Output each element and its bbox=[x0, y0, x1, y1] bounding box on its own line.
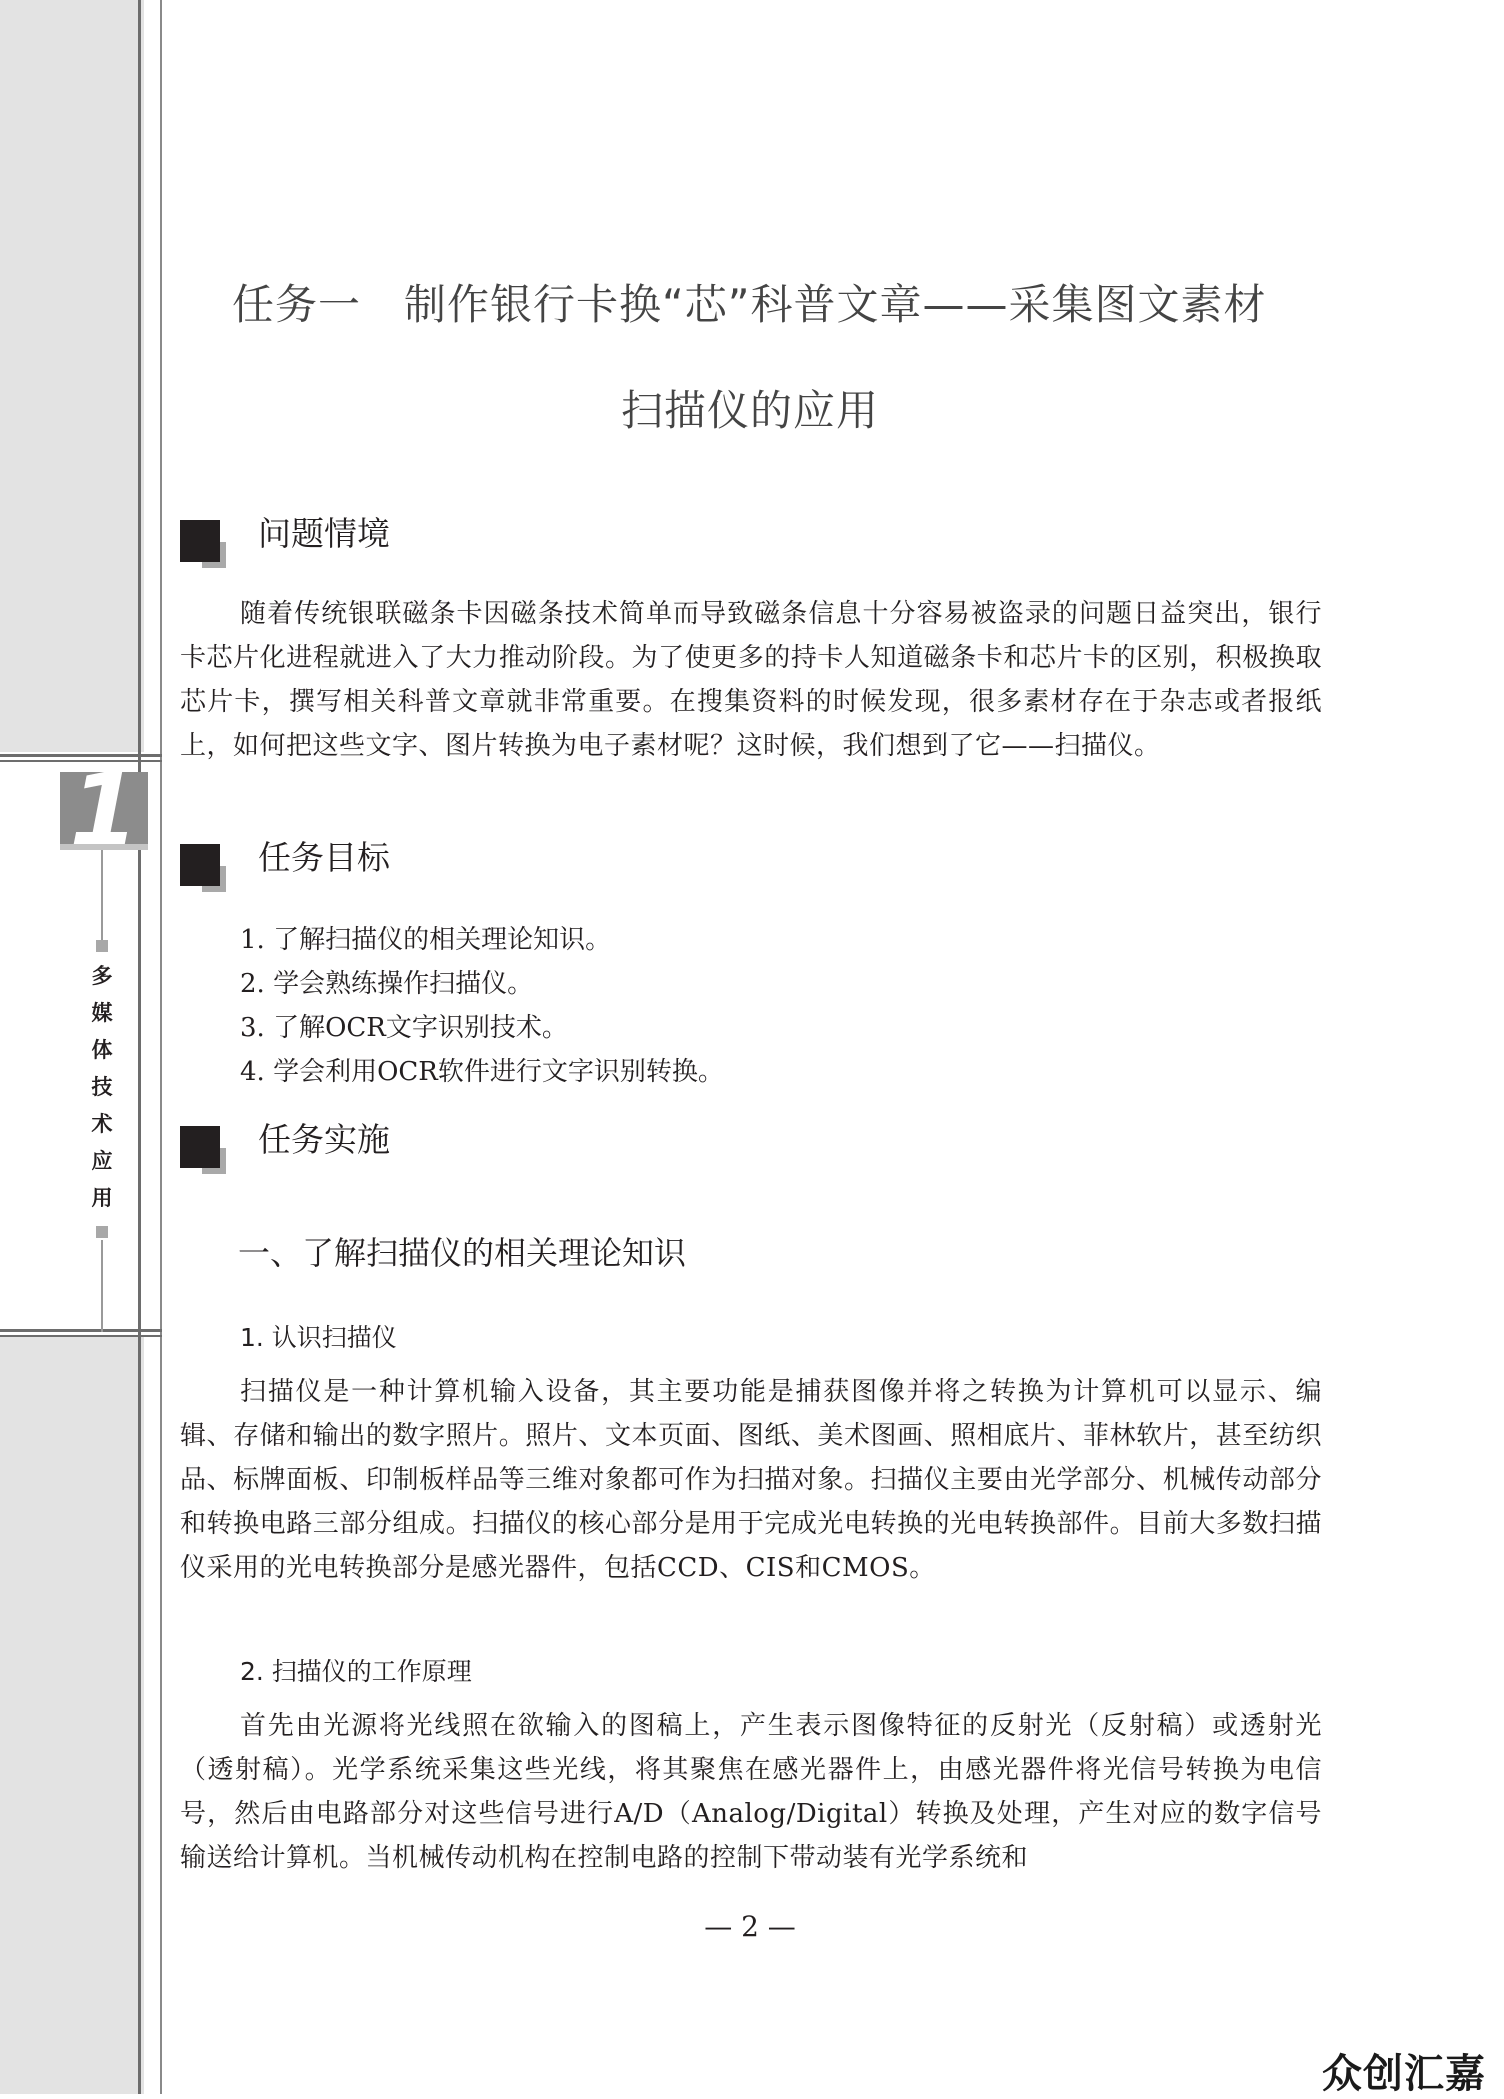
section-title: 问题情境 bbox=[258, 514, 390, 553]
margin-strip-bottom bbox=[0, 1335, 144, 2094]
page-subtitle: 扫描仪的应用 bbox=[620, 386, 879, 435]
watermark: 众创汇嘉 bbox=[1322, 2051, 1486, 2097]
margin-rule bbox=[138, 0, 141, 2094]
section-marker bbox=[180, 844, 220, 886]
section-title: 任务实施 bbox=[258, 1120, 390, 1159]
book-title: 多媒体技术应用 bbox=[91, 964, 113, 1210]
subsection-title: 1. 认识扫描仪 bbox=[240, 1323, 397, 1352]
chapter-number: 1 bbox=[69, 772, 139, 850]
sidebar-line bbox=[101, 1240, 103, 1332]
section-marker bbox=[180, 520, 220, 562]
section-title: 任务目标 bbox=[258, 838, 390, 877]
margin-strip-top bbox=[0, 0, 144, 752]
goal-item: 1. 了解扫描仪的相关理论知识。 bbox=[240, 925, 612, 955]
scanner-intro-paragraph: 扫描仪是一种计算机输入设备，其主要功能是捕获图像并将之转换为计算机可以显示、编辑、存储和输出的数字照片。照片、文本页面、图纸、美术图画、照相底片、菲林软片，甚至纺织品、标牌面板、印制板样品等三维对象都可作为扫描对象。扫描仪主要由光学部分、机械传动部分和转换电路三部分组成。扫描仪的核心部分是用于完成光电转换的光电转换部件。目前大多数扫描仪采用的光电转换部分是感光器件，包括CCD、CIS和CMOS。 bbox=[180, 1377, 1322, 1583]
margin-divider bbox=[0, 1329, 162, 1332]
subsection-title: 2. 扫描仪的工作原理 bbox=[240, 1657, 472, 1686]
sidebar-square bbox=[96, 940, 108, 952]
goal-item: 3. 了解OCR文字识别技术。 bbox=[240, 1013, 568, 1043]
section-marker bbox=[180, 1126, 220, 1168]
margin-divider bbox=[0, 760, 162, 762]
goal-item: 2. 学会熟练操作扫描仪。 bbox=[240, 969, 534, 999]
goal-item: 4. 学会利用OCR软件进行文字识别转换。 bbox=[240, 1057, 724, 1087]
section-header-implementation bbox=[180, 1118, 780, 1188]
part-title: 一、了解扫描仪的相关理论知识 bbox=[238, 1234, 687, 1272]
scanner-principle-paragraph: 首先由光源将光线照在欲输入的图稿上，产生表示图像特征的反射光（反射稿）或透射光（透射稿）。光学系统采集这些光线，将其聚焦在感光器件上，由感光器件将光信号转换为电信号，然后由电路部分对这些信号进行A/D（Analog/Digital）转换及处理，产生对应的数字信号输送给计算机。当机械传动机构在控制电路的控制下带动装有光学系统和 bbox=[180, 1711, 1322, 1873]
page-number: — 2 — bbox=[704, 1910, 796, 1943]
sidebar-line bbox=[101, 850, 103, 940]
margin-divider bbox=[0, 754, 162, 757]
margin-divider bbox=[0, 1335, 162, 1337]
sidebar-square bbox=[96, 1226, 108, 1238]
margin-rule-inner bbox=[160, 0, 162, 2094]
problem-paragraph: 随着传统银联磁条卡因磁条技术简单而导致磁条信息十分容易被盗录的问题日益突出，银行卡芯片化进程就进入了大力推动阶段。为了使更多的持卡人知道磁条卡和芯片卡的区别，积极换取芯片卡，撰写相关科普文章就非常重要。在搜集资料的时候发现，很多素材存在于杂志或者报纸上，如何把这些文字、图片转换为电子素材呢？这时候，我们想到了它——扫描仪。 bbox=[180, 599, 1322, 761]
page-title: 任务一 制作银行卡换“芯”科普文章——采集图文素材 bbox=[232, 280, 1267, 329]
section-header-goals bbox=[180, 836, 780, 906]
section-header-problem bbox=[180, 512, 780, 582]
chapter-badge bbox=[60, 772, 148, 850]
